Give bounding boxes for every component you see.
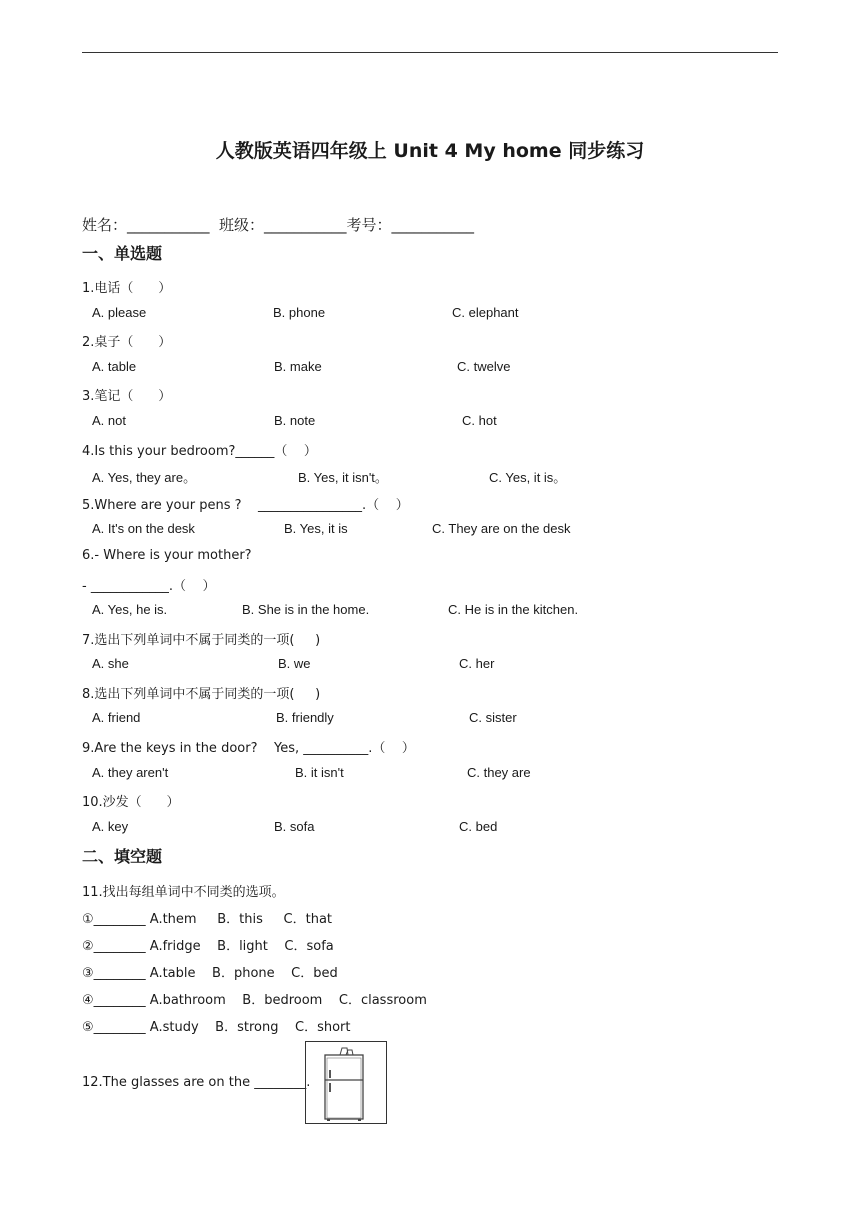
q11-item-3: ③________ A.table B．phone C．bed [82, 966, 338, 981]
q3-option-a: A. not [92, 413, 126, 428]
q4-option-b: B. Yes, it isn't。 [298, 470, 388, 485]
q9-option-b: B. it isn't [295, 765, 344, 780]
q11-item-2: ②________ A.fridge B．light C．sofa [82, 939, 334, 954]
q1-option-a: A. please [92, 305, 147, 320]
question-2: 2.桌子（ ） [82, 335, 172, 350]
q11-item-5: ⑤________ A.study B．strong C．short [82, 1020, 351, 1035]
q6-option-c: C. He is in the kitchen. [448, 602, 579, 617]
q7-option-c: C. her [459, 656, 495, 671]
q7-option-b: B. we [278, 656, 311, 671]
q9-option-a: A. they aren't [92, 765, 169, 780]
question-6: 6.- Where is your mother? [82, 548, 252, 563]
question-12: 12.The glasses are on the ________. [82, 1075, 311, 1090]
q4-option-c: C. Yes, it is。 [489, 470, 567, 485]
question-5: 5.Where are your pens ? ________________.（ ） [82, 498, 409, 513]
q2-option-b: B. make [274, 359, 322, 374]
q8-option-b: B. friendly [276, 710, 334, 725]
q3-option-b: B. note [274, 413, 316, 428]
question-8: 8.选出下列单词中不属于同类的一项( ) [82, 687, 321, 702]
q7-option-a: A. she [92, 656, 129, 671]
fridge-icon [306, 1042, 386, 1123]
q3-option-c: C. hot [462, 413, 497, 428]
q8-option-a: A. friend [92, 710, 141, 725]
question-6-answer-line: - ____________.（ ） [82, 579, 216, 594]
q6-option-a: A. Yes, he is. [92, 602, 168, 617]
q11-item-1: ①________ A.them B．this C．that [82, 912, 333, 927]
q8-option-c: C. sister [469, 710, 517, 725]
q5-option-c: C. They are on the desk [432, 521, 571, 536]
q4-option-a: A. Yes, they are。 [92, 470, 197, 485]
q10-option-a: A. key [92, 819, 129, 834]
q9-option-c: C. they are [467, 765, 531, 780]
question-4: 4.Is this your bedroom?______（ ） [82, 444, 317, 459]
question-9: 9.Are the keys in the door? Yes, __________.（ ） [82, 741, 415, 756]
q2-option-a: A. table [92, 359, 137, 374]
question-10: 10.沙发（ ） [82, 795, 180, 810]
q6-option-b: B. She is in the home. [242, 602, 370, 617]
q1-option-c: C. elephant [452, 305, 519, 320]
q2-option-c: C. twelve [457, 359, 511, 374]
section-heading-fill-blank: 二、填空题 [82, 847, 163, 866]
question-7: 7.选出下列单词中不属于同类的一项( ) [82, 633, 321, 648]
q1-option-b: B. phone [273, 305, 326, 320]
q5-option-b: B. Yes, it is [284, 521, 348, 536]
q10-option-b: B. sofa [274, 819, 315, 834]
q5-option-a: A. It's on the desk [92, 521, 195, 536]
question-1: 1.电话（ ） [82, 281, 172, 296]
q10-option-c: C. bed [459, 819, 498, 834]
student-info-line: 姓名：___________ 班级：___________考号：___________ [82, 216, 475, 234]
section-heading-single-choice: 一、单选题 [82, 244, 163, 263]
page-title: 人教版英语四年级上 Unit 4 My home 同步练习 [215, 140, 645, 162]
header-rule [82, 52, 778, 53]
question-3: 3.笔记（ ） [82, 389, 172, 404]
q11-item-4: ④________ A.bathroom B．bedroom C．classroom [82, 993, 427, 1008]
question-11: 11.找出每组单词中不同类的选项。 [82, 885, 285, 900]
fridge-image [305, 1041, 387, 1124]
